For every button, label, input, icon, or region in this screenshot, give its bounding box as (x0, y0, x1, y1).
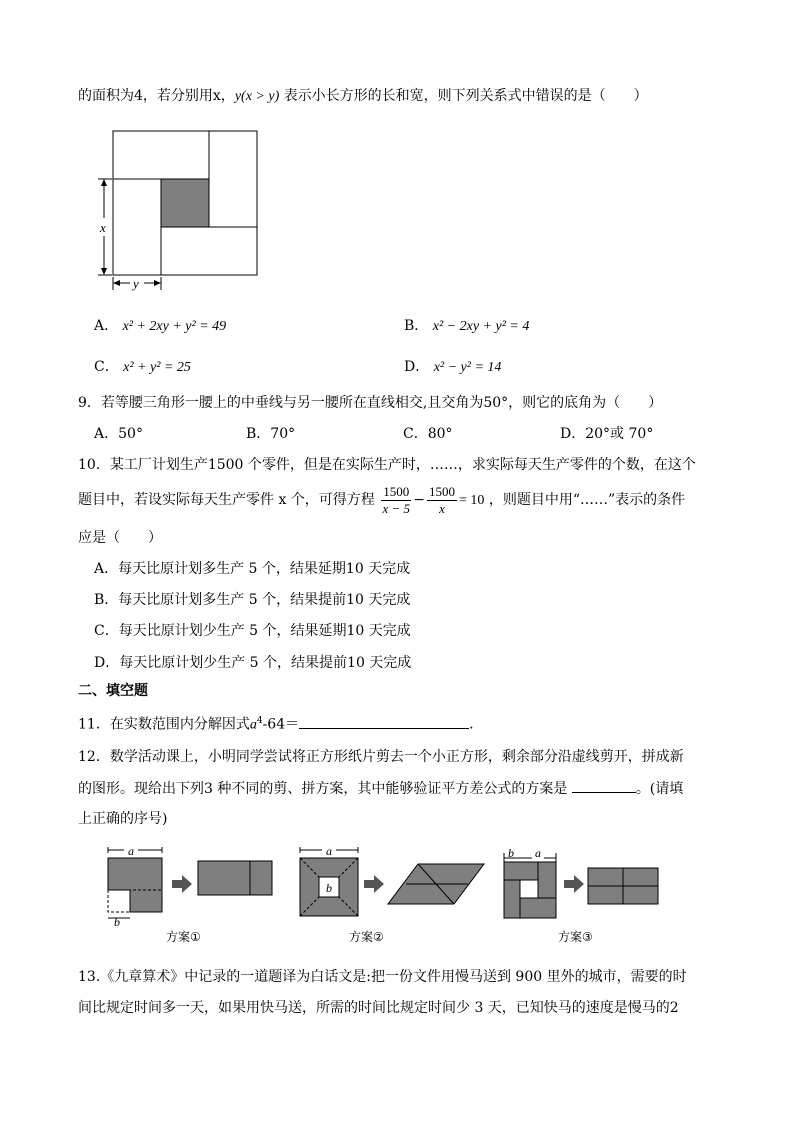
q10-option-b: B．每天比原计划多生产 5 个，结果提前10 天完成 (94, 592, 411, 608)
scheme-2-figure (296, 844, 492, 928)
q8-stem: 的面积为4，若分别用x，y(x > y) 表示小长方形的长和宽，则下列关系式中错误的是（ ） (78, 88, 648, 104)
section-title: 二、填空题 (78, 683, 148, 699)
q11: 11．在实数范围内分解因式$a^4-64=$ . (78, 711, 474, 736)
q13-line-2: 间比规定时间多一天，如果用快马送，所需的时间比规定时间少 3 天，已知快马的速度是慢马的2 (78, 1000, 679, 1016)
scheme-1-shape (108, 858, 162, 912)
scheme-3-figure (498, 844, 668, 928)
q12-line-3: 上正确的序号) (78, 811, 168, 827)
svg-text:a: a (535, 846, 541, 860)
q11-answer-blank[interactable] (299, 714, 469, 729)
q10-option-c: C．每天比原计划少生产 5 个，结果延期10 天完成 (94, 623, 411, 639)
scheme-2-caption: 方案② (349, 930, 384, 944)
arrow-icon (364, 875, 384, 893)
inner-shaded-square (161, 179, 209, 227)
q9-option-a: A．50° (94, 426, 143, 442)
q8-figure (90, 128, 262, 292)
q9-option-b: B．70° (246, 426, 296, 442)
q9-option-c: C．80° (403, 426, 453, 442)
q10-line-3: 应是（ ） (78, 530, 162, 546)
q9-stem: 9．若等腰三角形一腰上的中垂线与另一腰所在直线相交,且交角为50°，则它的底角为（ ） (78, 395, 663, 411)
q9-option-d: D．20°或 70° (560, 426, 654, 442)
svg-text:a: a (326, 844, 332, 858)
q10-line-2: 题目中，若设实际每天生产零件 x 个，可得方程 $\frac{1500}{x - 5}$ − $\frac{1500}{x}$ = 10 ，则题目中用“……”表示的条件 (78, 483, 686, 516)
q12-line-2: 的图形。现给出下列3 种不同的剪、拼方案，其中能够验证平方差公式的方案是 。(请填 (78, 778, 683, 799)
scheme-1-caption: 方案① (166, 930, 201, 944)
arrow-icon (172, 875, 192, 893)
q10-fraction-2: $\frac{1500}{x}$ (428, 483, 455, 516)
x-label: x (100, 220, 106, 235)
q8-option-d: D． x² − y² = 14 (404, 359, 502, 375)
q10-option-a: A．每天比原计划多生产 5 个，结果延期10 天完成 (94, 561, 411, 577)
svg-text:b: b (326, 881, 332, 895)
q10-line-1: 10．某工厂计划生产1500 个零件，但是在实际生产时，……，求实际每天生产零件的个数，在这个 (78, 457, 696, 473)
svg-text:b: b (508, 846, 514, 860)
svg-text:a: a (128, 844, 134, 858)
svg-text:b: b (114, 915, 120, 928)
q8-option-c: C． x² + y² = 25 (94, 359, 191, 375)
q12-line-1: 12．数学活动课上，小明同学尝试将正方形纸片剪去一个小正方形，剩余部分沿虚线剪开，拼成新 (78, 749, 684, 765)
q10-fraction-1: $\frac{1500}{x - 5}$ (382, 483, 411, 516)
scheme-3-hole (520, 880, 538, 898)
q8-option-a: A． x² + 2xy + y² = 49 (94, 318, 227, 334)
arrow-icon (564, 875, 584, 893)
scheme-1-result (198, 861, 272, 895)
q8-option-b: B． x² − 2xy + y² = 4 (404, 318, 530, 334)
q12-answer-blank[interactable] (572, 778, 636, 793)
y-label: y (133, 276, 139, 291)
q10-option-d: D．每天比原计划少生产 5 个，结果提前10 天完成 (94, 655, 412, 671)
q13-line-1: 13.《九章算术》中记录的一道题译为白话文是:把一份文件用慢马送到 900 里外的城市，需要的时 (78, 969, 687, 985)
scheme-1-figure (100, 844, 280, 928)
scheme-3-caption: 方案③ (558, 930, 593, 944)
